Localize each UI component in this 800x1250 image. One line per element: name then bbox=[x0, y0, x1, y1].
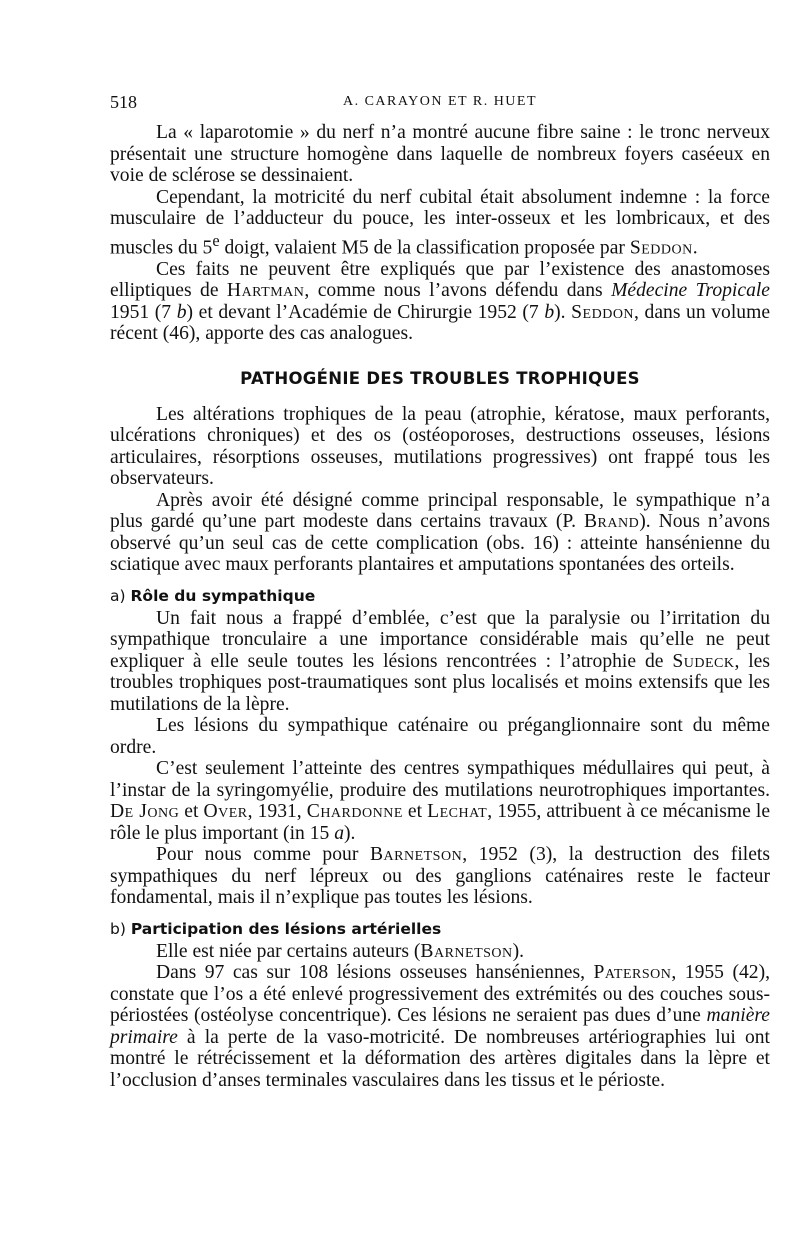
paragraph-fait-frappe: Un fait nous a frappé d’emblée, c’est que la paralysie ou l’irritation du sympathique tronculaire a une importance considérable mais qu’elle ne peut expliquer à elle seule toutes les lésions rencontrées : l’atrophie de Sudeck, les troubles trophiques post-traumatiques sont plus localisés et moins extensifs que les mutilations de la lèpre. bbox=[110, 607, 770, 715]
superscript-e: e bbox=[212, 230, 220, 250]
section-heading: PATHOGÉNIE DES TROUBLES TROPHIQUES bbox=[240, 368, 640, 388]
paragraph-paterson: Dans 97 cas sur 108 lésions osseuses hanséniennes, Paterson, 1955 (42), constate que l’os a été enlevé progressivement des extrémités ou des couches sous-périostées (ostéolyse concentrique). Ces lésions ne seraient pas dues d’une manière primaire à la perte de la vaso-motricité. De nombreuses artériographies lui ont montré le rétrécissement et la déformation des artères digitales dans la lèpre et l’occlusion d’anses terminales vasculaires dans les tissus et le périoste. bbox=[110, 962, 770, 1091]
emphasis: manière primaire bbox=[110, 1005, 770, 1048]
subsection-heading-a: a) Rôle du sympathique bbox=[110, 586, 316, 605]
reference-letter: a bbox=[334, 822, 344, 844]
page-number: 518 bbox=[110, 92, 137, 112]
author-name: Chardonne bbox=[306, 801, 403, 823]
running-title: A. CARAYON ET R. HUET bbox=[342, 94, 538, 109]
author-name: Paterson bbox=[593, 962, 672, 984]
author-name: Hartman bbox=[226, 280, 305, 302]
reference-letter: b bbox=[544, 301, 555, 323]
reference-letter: b bbox=[176, 301, 187, 323]
paragraph-sympathique-responsable: Après avoir été désigné comme principal responsable, le sympathique n’a plus gardé qu’une part modeste dans certains travaux (P. Brand). Nous n’avons observé qu’un seul cas de cette complication (obs. 16) : atteinte hansénienne du sciatique avec maux perforants plantaires et amputations spontanées des orteils. bbox=[110, 489, 770, 576]
subsection-heading-b: b) Participation des lésions artérielles bbox=[110, 919, 442, 938]
author-name: Barnetson bbox=[420, 940, 513, 962]
author-name: Seddon bbox=[571, 301, 635, 323]
paragraph-catenaire: Les lésions du sympathique caténaire ou préganglionnaire sont du même ordre. bbox=[110, 715, 770, 758]
paragraph-alterations: Les altérations trophiques de la peau (atrophie, kératose, maux perforants, ulcérations chroniques) et des os (ostéoporoses, destructions osseuses, lésions articulaires, résorptions osseuses, mutilations progressives) ont frappé tous les observateurs. bbox=[110, 403, 770, 490]
journal-title: Médecine Tropicale bbox=[611, 280, 771, 302]
paragraph-motricite: Cependant, la motricité du nerf cubital était absolument indemne : la force musculaire de l’adducteur du pouce, les inter-osseux et les lombricaux, et des muscles du 5e doigt, valaient M5 de la classification proposée par Seddon. bbox=[110, 186, 770, 259]
paragraph-barnetson: Pour nous comme pour Barnetson, 1952 (3), la destruction des filets sympathiques du nerf lépreux ou des ganglions caténaires reste le facteur fondamental, mais il n’explique pas toutes les lésions. bbox=[110, 844, 770, 909]
paragraph-centres-medullaires: C’est seulement l’atteinte des centres sympathiques médullaires qui peut, à l’instar de la syringomyélie, produire des mutilations neurotrophiques importantes. De Jong et Over, 1931, Chardonne et Lechat, 1955, attribuent à ce mécanisme le rôle le plus important (in 15 a). bbox=[110, 758, 771, 844]
author-name: Brand bbox=[583, 511, 640, 533]
paragraph-niee: Elle est niée par certains auteurs (Barnetson). bbox=[156, 940, 525, 962]
author-name: Barnetson bbox=[369, 844, 463, 866]
page bbox=[110, 92, 770, 1091]
author-name: De Jong bbox=[110, 801, 180, 823]
author-name: Lechat bbox=[427, 801, 488, 823]
running-head bbox=[110, 92, 770, 122]
author-name: Seddon bbox=[629, 237, 693, 259]
paragraph-anastomoses: Ces faits ne peuvent être expliqués que par l’existence des anastomoses elliptiques de Hartman, comme nous l’avons défendu dans Médecine Tropicale 1951 (7 b) et devant l’Académie de Chirurgie 1952 (7 b). Seddon, dans un volume récent (46), apporte des cas analogues. bbox=[110, 258, 771, 345]
paragraph-laparotomie: La « laparotomie » du nerf n’a montré aucune fibre saine : le tronc nerveux présentait une structure homogène dans laquelle de nombreux foyers caséeux en voie de sclérose se dessinaient. bbox=[110, 122, 770, 186]
author-name: Over bbox=[203, 801, 248, 823]
author-name: Sudeck bbox=[672, 650, 735, 672]
